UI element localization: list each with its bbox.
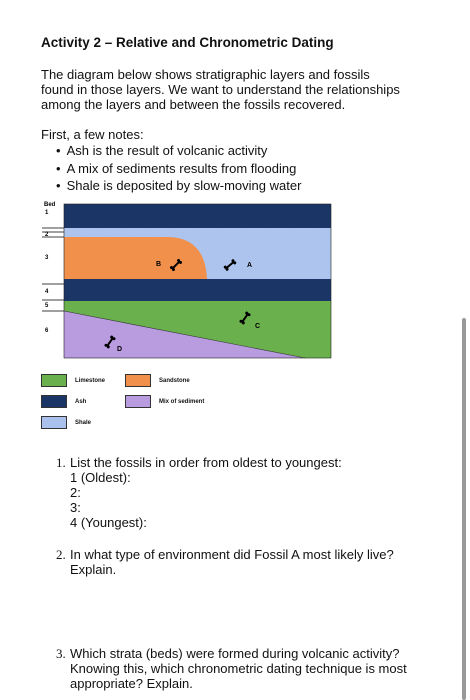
answer-line: 2: [70, 485, 81, 500]
bed-1-ash [64, 204, 331, 228]
bed-label-4: 4 [45, 289, 49, 295]
question-number: 2. [56, 547, 66, 562]
legend-swatch [125, 374, 151, 387]
legend-swatch [41, 374, 67, 387]
question-text: List the fossils in order from oldest to youngest: [70, 455, 342, 470]
bed-4-ash [64, 279, 331, 301]
question-text: Which strata (beds) were formed during volcanic activity? Knowing this, which chronometric dating technique is most appropriate? Explain. [70, 646, 407, 691]
question-1 [56, 455, 436, 530]
answer-lines [70, 470, 436, 530]
fossil-label-b-text: B [156, 261, 162, 268]
legend-item-ash [41, 395, 86, 408]
bed-label-2: 2 [45, 232, 49, 238]
scrollbar[interactable] [462, 318, 466, 700]
legend-item-limestone [41, 374, 105, 387]
bed-label-1: 1 [45, 210, 49, 216]
notes-list [56, 142, 301, 195]
legend-swatch [41, 395, 67, 408]
activity-title: Activity 2 – Relative and Chronometric Dating [41, 35, 334, 50]
legend-label: Shale [75, 419, 92, 426]
legend-label: Limestone [75, 377, 106, 384]
answer-line: 4 (Youngest): [70, 515, 147, 530]
intro-text: The diagram below shows stratigraphic layers and fossils found in those layers. We want to understand the relationships among the layers and between the fossils recovered. [41, 67, 400, 112]
diagram-legend [41, 374, 301, 434]
fossil-label-c: C [255, 323, 261, 330]
legend-swatch [125, 395, 151, 408]
bed-3-sandstone [64, 237, 207, 279]
legend-label: Ash [75, 398, 87, 405]
note-item: • Shale is deposited by slow-moving water [56, 177, 301, 195]
legend-item-shale [41, 416, 91, 429]
bed-dividers [42, 228, 64, 311]
legend-label: Mix of sediment [159, 398, 205, 405]
question-number: 3. [56, 646, 66, 661]
legend-item-mix-of-sediment [125, 395, 204, 408]
question-number: 1. [56, 455, 66, 470]
question-3 [56, 646, 436, 691]
notes-heading: First, a few notes: [41, 127, 144, 142]
note-item: • Ash is the result of volcanic activity [56, 142, 301, 160]
bed-label-6: 6 [45, 328, 49, 334]
fossil-label-a: A [247, 262, 253, 269]
legend-swatch [41, 416, 67, 429]
legend-item-sandstone [125, 374, 190, 387]
bed-label-3: 3 [45, 255, 49, 261]
fossil-label-d: D [117, 346, 123, 353]
stratigraphy-diagram [37, 197, 337, 363]
answer-line: 1 (Oldest): [70, 470, 131, 485]
bed-label-5: 5 [45, 303, 49, 309]
bed-header: Bed [44, 202, 56, 208]
note-item: • A mix of sediments results from flooding [56, 160, 301, 178]
question-2 [56, 547, 436, 577]
legend-label: Sandstone [159, 377, 190, 384]
answer-line: 3: [70, 500, 81, 515]
intro-paragraph [41, 67, 401, 112]
question-text: In what type of environment did Fossil A most likely live? Explain. [70, 547, 394, 577]
